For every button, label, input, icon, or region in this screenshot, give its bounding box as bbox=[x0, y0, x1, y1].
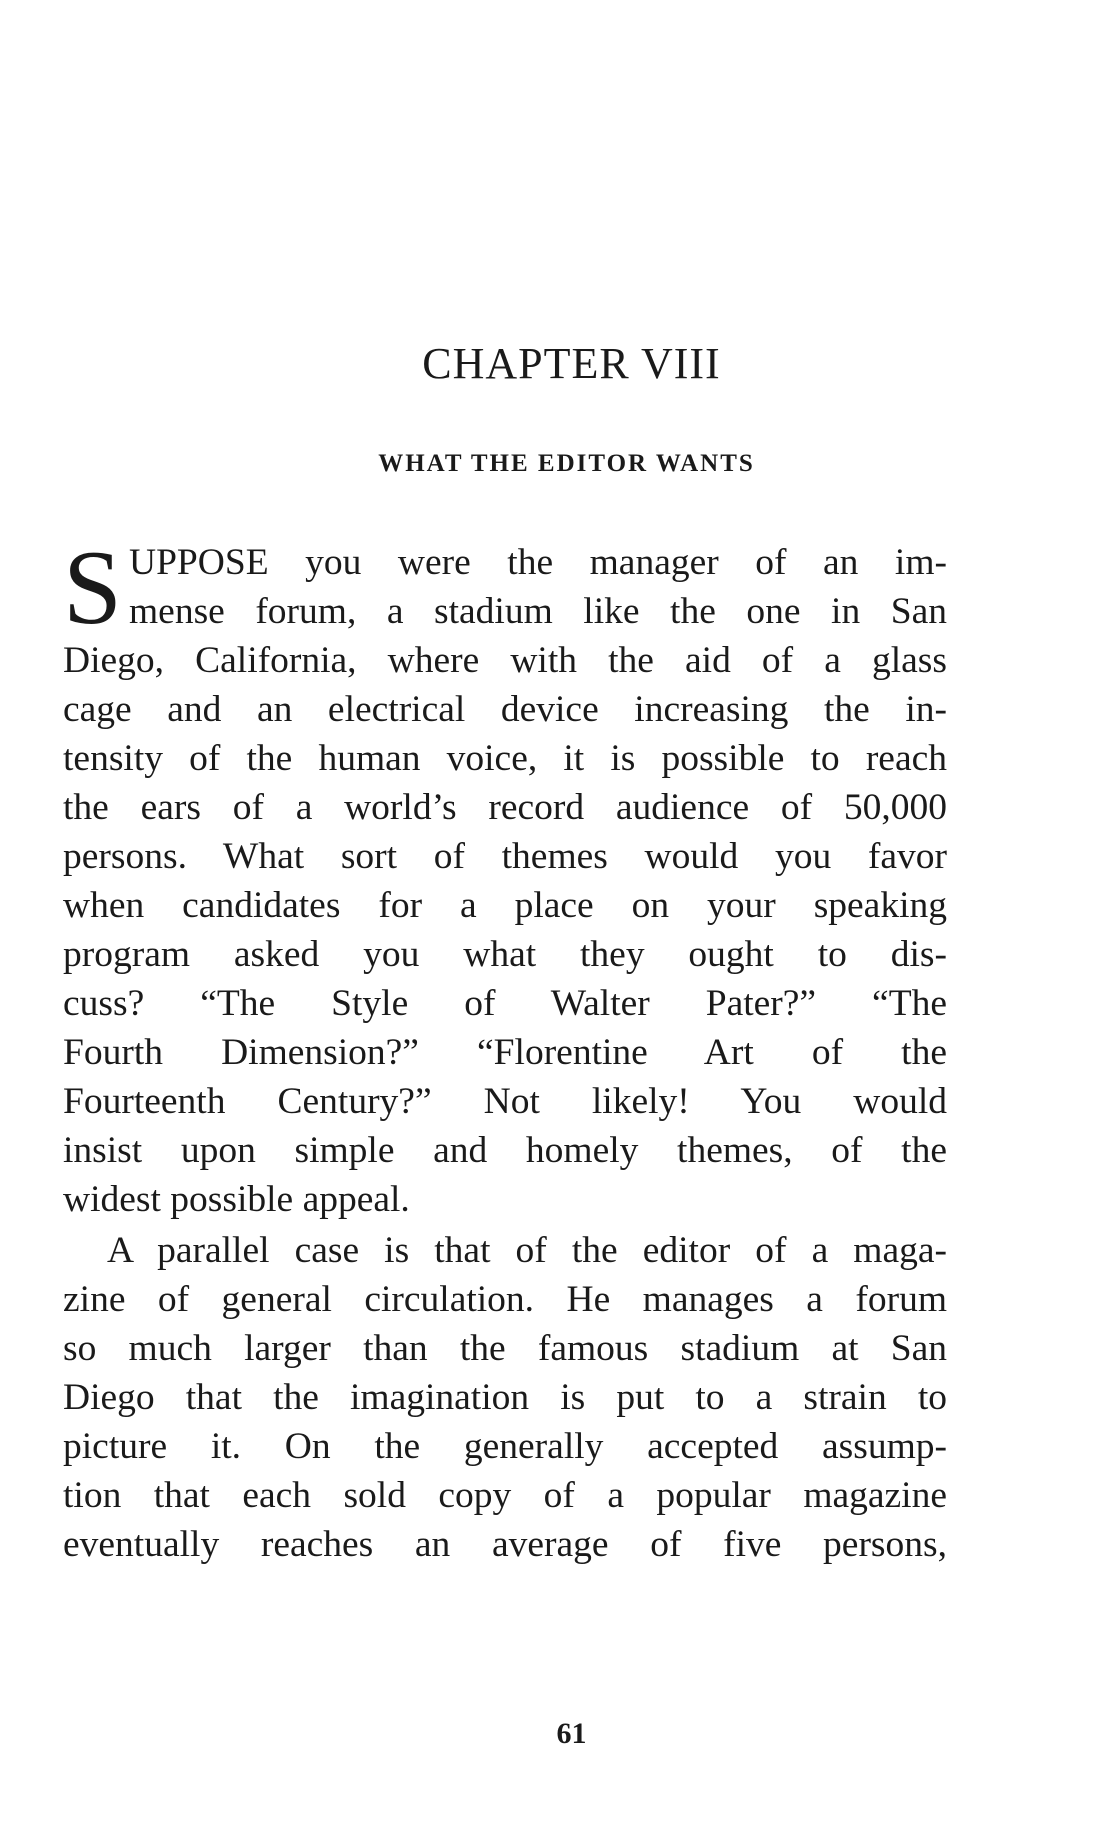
paragraph-2 bbox=[63, 1226, 947, 1569]
paragraph-line: Diego, California, where with the aid of a glass bbox=[63, 640, 947, 681]
paragraph-line: UPPOSE you were the manager of an im- bbox=[129, 542, 947, 583]
paragraph-line: Fourteenth Century?” Not likely! You would bbox=[63, 1081, 947, 1122]
paragraph-line: cage and an electrical device increasing the in- bbox=[63, 689, 947, 730]
chapter-subtitle: WHAT THE EDITOR WANTS bbox=[378, 450, 755, 477]
chapter-title: CHAPTER VIII bbox=[422, 339, 721, 388]
paragraph-line: Fourth Dimension?” “Florentine Art of the bbox=[63, 1032, 947, 1073]
paragraph-line: insist upon simple and homely themes, of the bbox=[63, 1130, 947, 1171]
paragraph-1 bbox=[63, 529, 947, 1224]
paragraph-line: mense forum, a stadium like the one in San bbox=[129, 591, 947, 632]
paragraph-line: tensity of the human voice, it is possible to reach bbox=[63, 738, 947, 779]
paragraph-line: A parallel case is that of the editor of a maga- bbox=[107, 1230, 947, 1271]
drop-cap: S bbox=[63, 529, 122, 646]
paragraph-line: the ears of a world’s record audience of 50,000 bbox=[63, 787, 947, 828]
paragraph-line: persons. What sort of themes would you favor bbox=[63, 836, 947, 877]
paragraph-line: eventually reaches an average of five persons, bbox=[63, 1524, 947, 1565]
paragraph-line: so much larger than the famous stadium at San bbox=[63, 1328, 947, 1369]
paragraph-line: widest possible appeal. bbox=[63, 1179, 410, 1220]
paragraph-line: Diego that the imagination is put to a strain to bbox=[63, 1377, 947, 1418]
paragraph-line: zine of general circulation. He manages a forum bbox=[63, 1279, 947, 1320]
paragraph-line: program asked you what they ought to dis- bbox=[63, 934, 947, 975]
paragraph-line: when candidates for a place on your speaking bbox=[63, 885, 947, 926]
paragraph-line: tion that each sold copy of a popular magazine bbox=[63, 1475, 947, 1516]
paragraph-line: cuss? “The Style of Walter Pater?” “The bbox=[63, 983, 947, 1024]
paragraph-line: picture it. On the generally accepted assump- bbox=[63, 1426, 947, 1467]
page-number: 61 bbox=[556, 1717, 587, 1750]
